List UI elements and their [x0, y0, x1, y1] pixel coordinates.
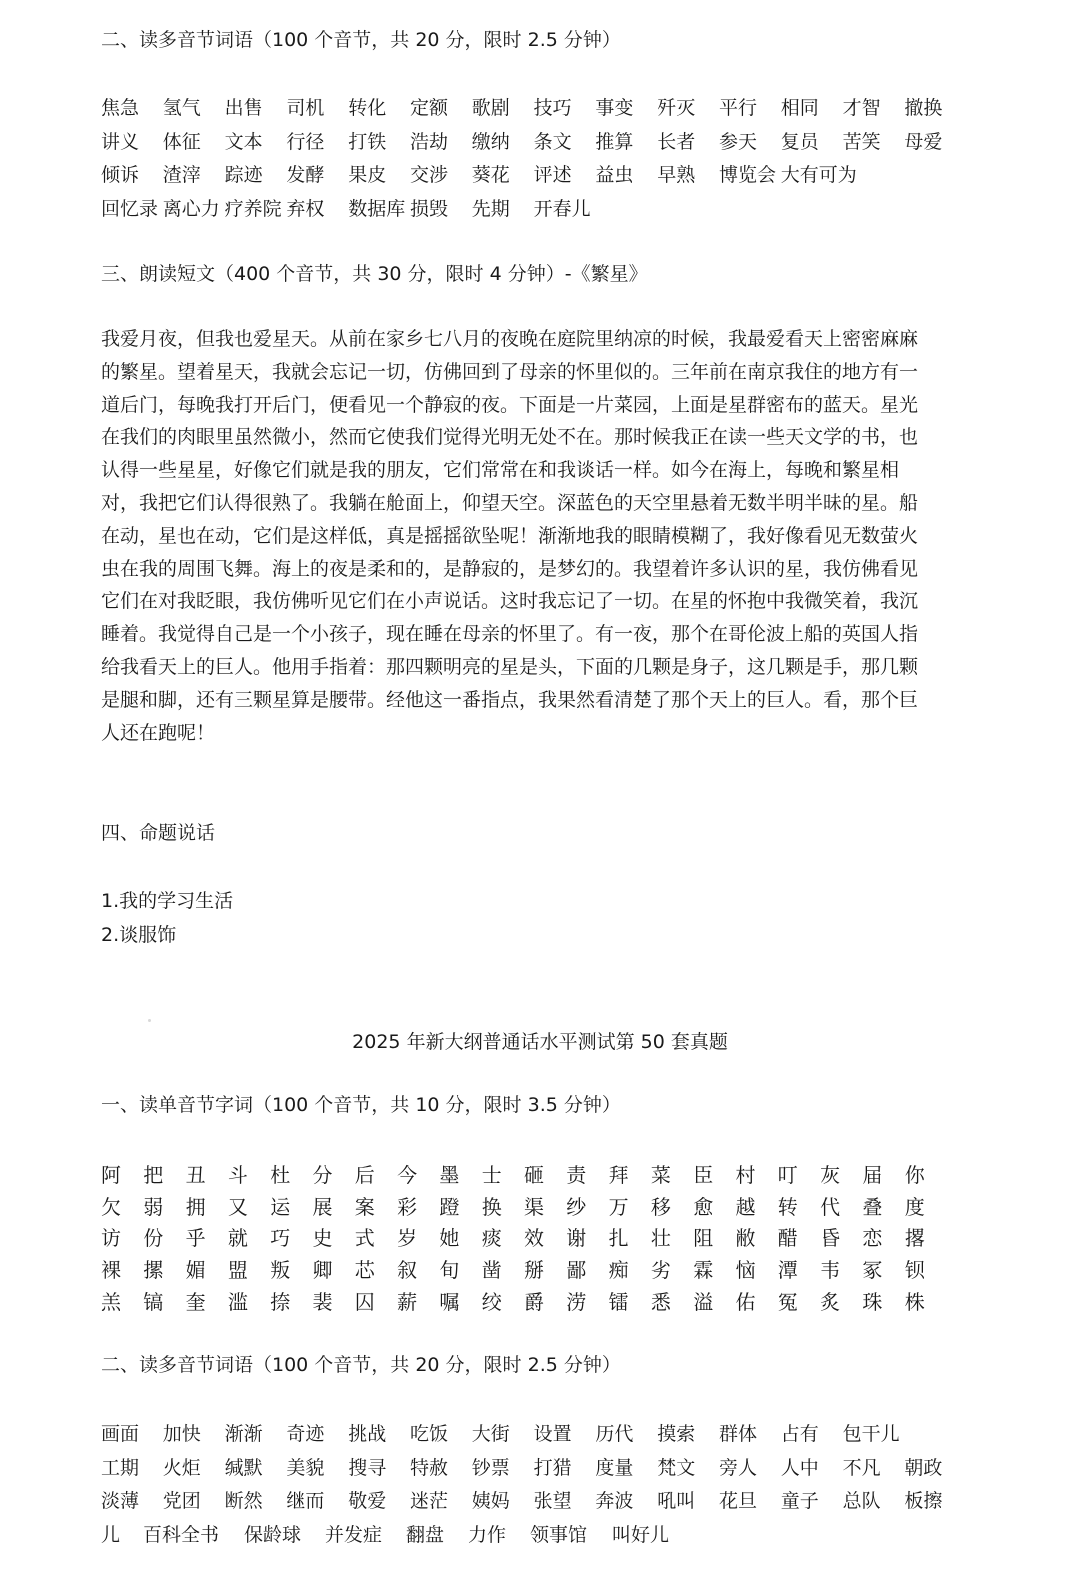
char-item: 掰: [524, 1258, 544, 1283]
word-item: 旁人: [719, 1456, 758, 1479]
char-item: 责: [566, 1163, 587, 1187]
word-item: 平行: [719, 97, 758, 119]
char-item: 摞: [143, 1258, 164, 1283]
word-item: 百科全书: [143, 1523, 220, 1546]
char-item: 把: [143, 1163, 164, 1187]
passage-line: 人还在跑呢！: [101, 721, 216, 744]
char-item: 士: [481, 1163, 502, 1187]
char-item: 今: [397, 1163, 418, 1187]
word-item: 回忆录: [101, 198, 159, 221]
word-item: 历代: [595, 1423, 634, 1445]
char-item: 捺: [270, 1289, 291, 1314]
char-item: 镐: [143, 1289, 164, 1314]
char-item: 效: [524, 1226, 544, 1251]
word-item: 交涉: [410, 164, 449, 187]
char-item: 叛: [270, 1258, 291, 1283]
passage-line: 道后门，每晚我打开后门，便看见一个静寂的夜。下面是一片菜园，上面是星群密布的蓝天。星光: [101, 393, 919, 416]
word-item: 姨妈: [471, 1490, 510, 1512]
passage-line: 对，我把它们认得很熟了。我躺在舱面上，仰望天空。深蓝色的天空里悬着无数半明半昧的星。船: [101, 491, 919, 514]
passage-line: 虫在我的周围飞舞。海上的夜是柔和的，是静寂的，是梦幻的。我望着许多认识的星，我仿佛看见: [101, 557, 919, 580]
char-item: 拥: [185, 1194, 206, 1219]
word-item: 挑战: [348, 1423, 387, 1445]
char-item: 痰: [481, 1226, 502, 1251]
char-item: 式: [354, 1226, 375, 1251]
char-item: 佑: [735, 1289, 756, 1314]
char-item: 卿: [312, 1258, 333, 1283]
char-item: 移: [650, 1194, 671, 1219]
word-item: 搜寻: [348, 1456, 387, 1479]
word-item: 歌剧: [471, 97, 510, 119]
char-item: 叠: [862, 1194, 883, 1219]
char-item: 蹬: [439, 1194, 460, 1219]
word-item: 条文: [533, 130, 572, 153]
word-item: 奔波: [595, 1490, 634, 1512]
char-item: 溢: [693, 1289, 714, 1314]
word-item: 歼灭: [657, 97, 696, 119]
word-item: 技巧: [533, 97, 572, 119]
word-item: 迷茫: [410, 1490, 449, 1512]
char-item: 恼: [735, 1258, 756, 1283]
word-item: 翻盘: [406, 1523, 445, 1546]
word-item: 事变: [595, 97, 634, 119]
char-item: 囚: [354, 1289, 375, 1314]
word-item: 梵文: [657, 1456, 696, 1479]
char-item: 案: [354, 1194, 375, 1219]
word-item: 儿: [101, 1523, 121, 1546]
section-heading-multisyllable-a: 二、读多音节词语（100 个音节，共 20 分，限时 2.5 分钟）: [101, 29, 621, 51]
char-item: 爵: [524, 1289, 544, 1314]
word-item: 占有: [780, 1423, 819, 1445]
word-item: 叫好儿: [612, 1523, 670, 1546]
char-item: 弱: [143, 1194, 164, 1219]
word-item: 总队: [842, 1490, 881, 1512]
char-item: 敝: [735, 1226, 756, 1251]
passage-line: 的繁星。望着星天，我就会忘记一切，仿佛回到了母亲的怀里似的。三年前在南京我住的地方有一: [101, 360, 919, 383]
word-item: 吃饭: [410, 1423, 449, 1445]
char-item: 扎: [608, 1226, 629, 1251]
char-item: 分: [312, 1163, 333, 1187]
word-item: 奇迹: [286, 1423, 325, 1445]
char-item: 村: [735, 1163, 756, 1187]
word-item: 领事馆: [530, 1523, 588, 1546]
char-item: 痴: [608, 1258, 629, 1283]
word-item: 葵花: [471, 164, 510, 187]
char-item: 度: [904, 1194, 925, 1219]
char-item: 万: [608, 1194, 629, 1219]
char-item: 恋: [862, 1226, 883, 1251]
word-item: 度量: [595, 1456, 634, 1479]
word-item: 文本: [224, 130, 263, 153]
word-item: 评述: [533, 164, 572, 187]
word-item: 转化: [348, 97, 387, 119]
scan-speck: [148, 1019, 151, 1022]
word-item: 画面: [101, 1423, 140, 1445]
char-item: 叙: [397, 1258, 418, 1283]
char-item: 彩: [397, 1194, 418, 1219]
char-item: 就: [227, 1226, 248, 1251]
char-item: 丑: [185, 1163, 206, 1187]
word-item: 不凡: [842, 1456, 881, 1479]
char-item: 越: [735, 1194, 756, 1219]
topic-item: 1.我的学习生活: [101, 890, 234, 912]
word-item: 弃权: [286, 198, 325, 221]
word-item: 讲义: [101, 130, 140, 153]
word-item: 体征: [162, 130, 201, 153]
word-item: 打铁: [348, 130, 387, 153]
word-item: 工期: [101, 1456, 140, 1479]
char-item: 涝: [566, 1289, 587, 1314]
section-heading-topic-speech: 四、命题说话: [101, 822, 216, 844]
word-item: 长者: [657, 130, 696, 153]
char-item: 谢: [566, 1226, 587, 1251]
word-item: 火炬: [162, 1456, 201, 1479]
char-item: 芯: [354, 1258, 375, 1283]
char-item: 阻: [693, 1226, 714, 1251]
word-item: 疗养院: [224, 198, 282, 221]
char-item: 薪: [397, 1289, 418, 1314]
char-item: 你: [904, 1163, 925, 1187]
word-item: 设置: [533, 1423, 572, 1445]
char-item: 灰: [820, 1163, 841, 1187]
word-item: 童子: [780, 1490, 819, 1512]
word-item: 群体: [719, 1423, 758, 1445]
char-item: 菜: [650, 1163, 671, 1187]
word-item: 焦急: [101, 97, 140, 119]
word-item: 出售: [224, 97, 263, 119]
char-item: 杜: [270, 1163, 291, 1187]
word-item: 离心力: [162, 198, 220, 221]
topic-item: 2.谈服饰: [101, 924, 177, 946]
word-item: 大街: [471, 1423, 510, 1445]
exam-title: 2025 年新大纲普通话水平测试第 50 套真题: [352, 1031, 728, 1053]
passage-line: 在我们的肉眼里虽然微小，然而它使我们觉得光明无处不在。那时候我正在读一些天文学的书，也: [101, 426, 919, 449]
section-heading-monosyllable: 一、读单音节字词（100 个音节，共 10 分，限时 3.5 分钟）: [101, 1094, 621, 1116]
word-item: 渐渐: [224, 1423, 263, 1445]
word-item: 敬爱: [348, 1490, 387, 1512]
word-item: 大有可为: [780, 164, 857, 187]
char-item: 炙: [820, 1289, 841, 1314]
word-item: 益虫: [595, 164, 634, 187]
char-item: 换: [481, 1194, 502, 1219]
passage-line: 睡着。我觉得自己是一个小孩子，现在睡在母亲的怀里了。有一夜，那个在哥伦波上船的英国人指: [101, 623, 919, 646]
word-item: 渣滓: [162, 164, 201, 187]
char-item: 欠: [101, 1194, 121, 1219]
char-item: 后: [354, 1163, 375, 1187]
char-item: 镭: [608, 1289, 629, 1314]
char-item: 昏: [820, 1226, 841, 1251]
word-item: 损毁: [410, 198, 449, 221]
char-item: 醋: [777, 1226, 798, 1251]
char-item: 绞: [481, 1289, 502, 1314]
char-item: 霖: [693, 1258, 714, 1283]
passage-line: 给我看天上的巨人。他用手指着：那四颗明亮的星是头，下面的几颗是身子，这几颗是手，那几颗: [101, 655, 919, 678]
section-heading-multisyllable-b: 二、读多音节词语（100 个音节，共 20 分，限时 2.5 分钟）: [101, 1354, 621, 1376]
word-item: 淡薄: [101, 1490, 140, 1512]
char-item: 巧: [270, 1226, 291, 1251]
char-item: 史: [312, 1226, 333, 1251]
word-item: 数据库: [348, 198, 406, 221]
char-item: 潭: [777, 1258, 798, 1283]
word-item: 断然: [224, 1490, 263, 1512]
word-item: 氢气: [162, 97, 201, 119]
word-item: 花旦: [719, 1490, 758, 1512]
char-item: 岁: [397, 1226, 418, 1251]
word-item: 先期: [471, 198, 510, 221]
char-item: 斗: [227, 1163, 248, 1187]
word-item: 打猎: [533, 1456, 572, 1479]
word-item: 朝政: [904, 1456, 943, 1479]
word-item: 钞票: [471, 1456, 510, 1479]
word-item: 撤换: [904, 97, 943, 119]
char-item: 墨: [439, 1163, 460, 1187]
word-item: 摸索: [657, 1423, 696, 1445]
word-item: 苦笑: [842, 130, 881, 153]
word-item: 开春儿: [533, 198, 591, 221]
char-item: 乎: [185, 1226, 206, 1251]
passage-line: 在动，星也在动，它们是这样低，真是摇摇欲坠呢！渐渐地我的眼睛模糊了，我好像看见无数萤火: [101, 524, 919, 547]
word-item: 复员: [780, 130, 819, 153]
word-item: 加快: [162, 1423, 201, 1445]
word-item: 特赦: [410, 1456, 449, 1479]
char-item: 代: [820, 1194, 841, 1219]
word-item: 司机: [286, 97, 325, 119]
char-item: 阿: [101, 1163, 121, 1187]
char-item: 滥: [227, 1289, 248, 1314]
char-item: 媚: [185, 1258, 206, 1283]
char-item: 凿: [481, 1258, 502, 1283]
word-item: 参天: [719, 130, 758, 153]
char-item: 拜: [608, 1163, 629, 1187]
reading-passage: [101, 323, 961, 749]
word-item: 缴纳: [471, 130, 510, 153]
word-item: 包干儿: [842, 1423, 900, 1445]
char-item: 盟: [227, 1258, 248, 1283]
word-item: 并发症: [325, 1523, 383, 1546]
word-item: 母爱: [904, 130, 943, 153]
passage-line: 它们在对我眨眼，我仿佛听见它们在小声说话。这时我忘记了一切。在星的怀抱中我微笑着，我沉: [101, 590, 919, 613]
word-item: 定额: [410, 97, 449, 119]
word-item: 踪迹: [224, 164, 263, 187]
char-item: 砸: [524, 1163, 544, 1187]
char-item: 展: [312, 1194, 333, 1219]
word-item: 美貌: [286, 1456, 325, 1479]
char-item: 访: [101, 1226, 121, 1251]
char-item: 撂: [904, 1226, 925, 1251]
word-item: 缄默: [224, 1456, 263, 1479]
word-item: 推算: [595, 130, 634, 153]
char-item: 悉: [650, 1289, 671, 1314]
word-item: 力作: [468, 1523, 507, 1546]
char-item: 臣: [693, 1163, 714, 1187]
word-item: 党团: [162, 1490, 201, 1512]
char-item: 奎: [185, 1289, 206, 1314]
word-item: 发酵: [286, 164, 325, 187]
word-item: 人中: [780, 1456, 819, 1479]
char-item: 叮: [777, 1163, 798, 1187]
char-item: 劣: [650, 1258, 671, 1283]
char-item: 纱: [566, 1194, 587, 1219]
char-item: 羔: [101, 1289, 121, 1314]
char-item: 她: [439, 1226, 460, 1251]
passage-line: 我爱月夜，但我也爱星天。从前在家乡七八月的夜晚在庭院里纳凉的时候，我最爱看天上密密麻麻: [101, 328, 919, 350]
char-item: 冢: [862, 1258, 883, 1283]
char-item: 珠: [862, 1289, 883, 1314]
word-item: 博览会: [719, 164, 777, 187]
word-item: 吼叫: [657, 1490, 696, 1512]
word-item: 才智: [842, 97, 881, 119]
passage-line: 认得一些星星，好像它们就是我的朋友，它们常常在和我谈话一样。如今在海上，每晚和繁星相: [101, 459, 900, 482]
passage-line: 是腿和脚，还有三颗星算是腰带。经他这一番指点，我果然看清楚了那个天上的巨人。看，那个巨: [101, 688, 919, 711]
char-item: 转: [777, 1194, 798, 1219]
word-item: 早熟: [657, 164, 696, 187]
word-item: 保龄球: [244, 1523, 302, 1546]
char-item: 冤: [777, 1289, 798, 1314]
char-item: 又: [227, 1194, 248, 1219]
char-item: 壮: [650, 1226, 671, 1251]
char-item: 旬: [439, 1258, 460, 1283]
char-item: 份: [143, 1226, 164, 1251]
char-item: 愈: [693, 1194, 714, 1219]
word-item: 继而: [286, 1490, 325, 1512]
char-item: 裸: [101, 1258, 121, 1283]
word-item: 板擦: [904, 1490, 943, 1512]
word-item: 张望: [533, 1490, 572, 1512]
char-item: 裴: [312, 1289, 333, 1314]
char-item: 钡: [904, 1258, 925, 1283]
word-item: 倾诉: [101, 164, 140, 187]
char-item: 渠: [524, 1194, 544, 1219]
char-item: 运: [270, 1194, 291, 1219]
word-item: 行径: [286, 130, 325, 153]
char-item: 韦: [820, 1258, 841, 1283]
char-item: 嘱: [439, 1289, 460, 1314]
word-item: 果皮: [348, 164, 387, 187]
section-heading-reading: 三、朗读短文（400 个音节，共 30 分，限时 4 分钟）-《繁星》: [101, 263, 648, 285]
char-item: 株: [904, 1289, 925, 1314]
word-item: 浩劫: [410, 130, 449, 153]
word-item: 相同: [780, 97, 819, 119]
char-item: 届: [862, 1163, 883, 1187]
char-item: 鄙: [566, 1258, 587, 1283]
